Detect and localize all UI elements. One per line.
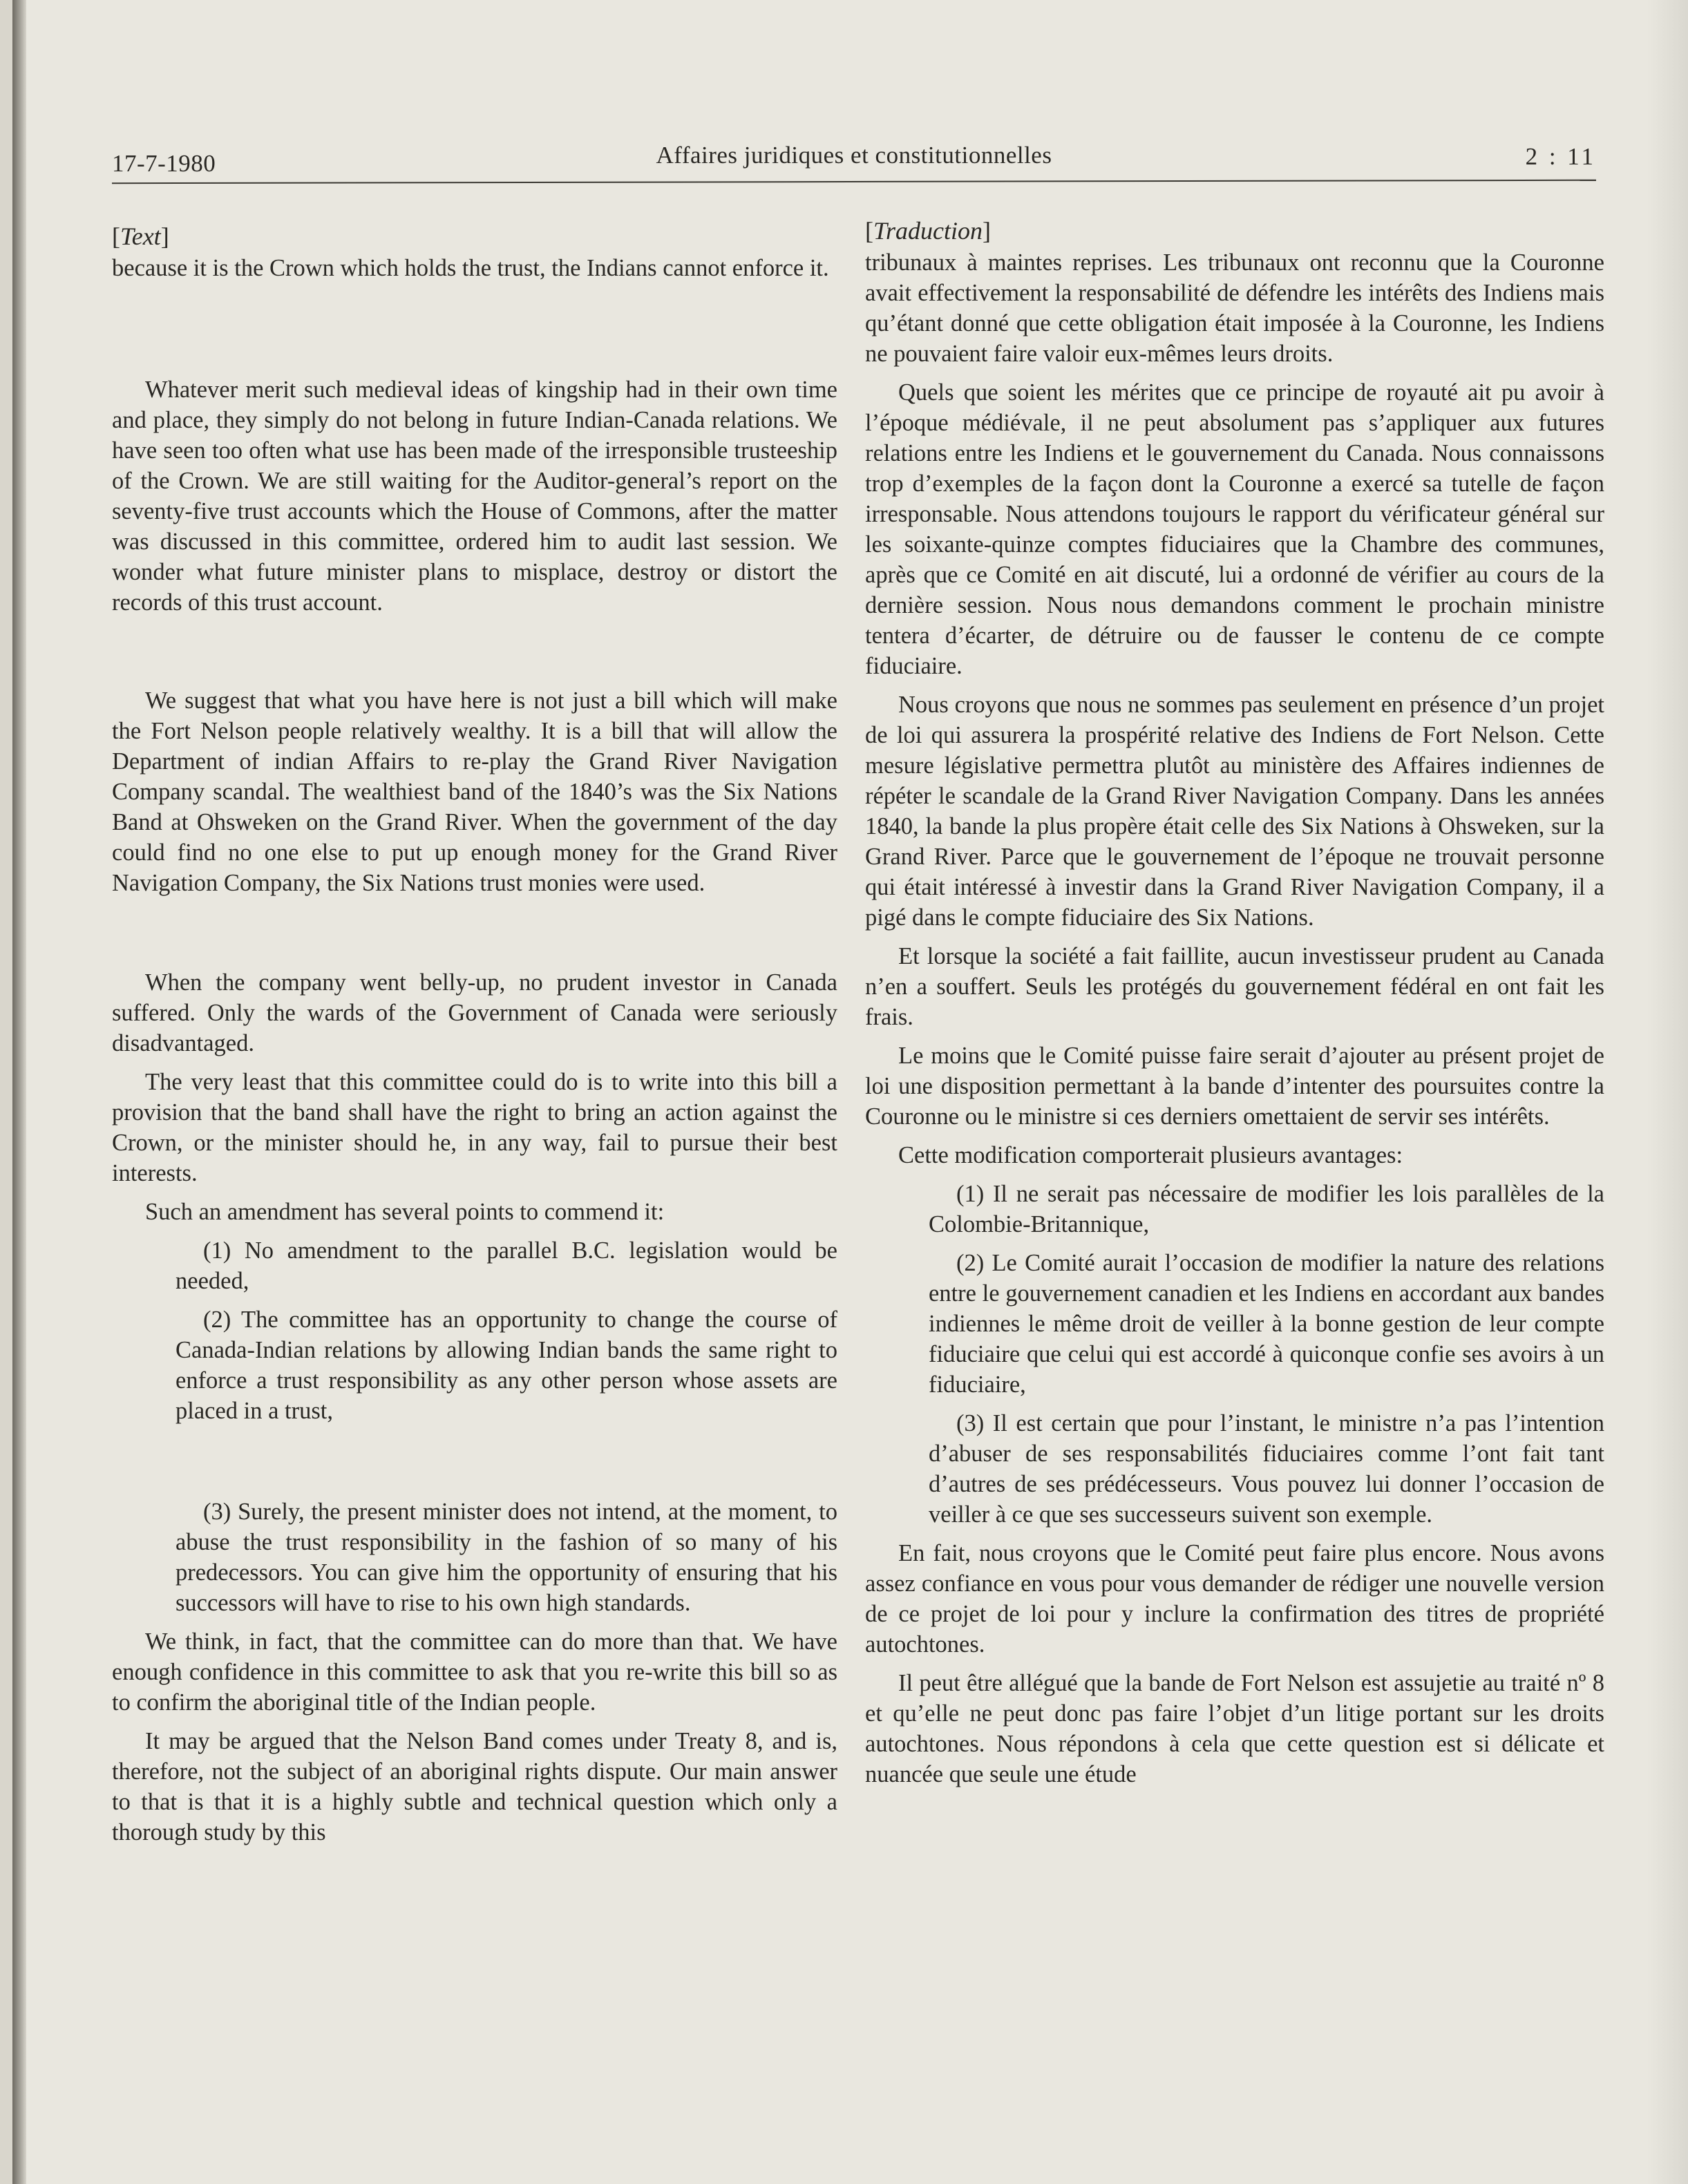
paragraph: Such an amendment has several points to commend it: <box>145 1199 665 1225</box>
list-item: (2) The committee has an opportunity to change the course of Canada-Indian relations by allowing Indian bands the same right to enforce a trust responsibility as any other person whose assets are placed in a trust, <box>176 1307 837 1424</box>
paragraph: Il peut être allégué que la bande de Fort Nelson est assujetie au traité nº 8 et qu’elle ne peut donc pas faire l’objet d’un litige portant sur les droits autochtones. Nous répondons à cela que cette question est si délicate et nuancée que seule une étude <box>865 1670 1604 1787</box>
paragraph: We suggest that what you have here is not just a bill which will make the Fort Nelson people relatively wealthy. It is a bill that will allow the Department of indian Affairs to re-play the Grand River Navigation Company scandal. The wealthiest band of the 1840’s was the Six Nations Band at Ohsweken on the Grand River. When the government of the day could find no one else to put up enough money for the Grand River Navigation Company, the Six Nations trust monies were used. <box>112 687 837 896</box>
paragraph: Cette modification comporterait plusieurs avantages: <box>898 1142 1403 1168</box>
paragraph: Quels que soient les mérites que ce principe de royauté ait pu avoir à l’époque médiévale, il ne peut absolument pas s’appliquer aux futures relations entre les Indiens et le gouvernement du Canada. Nous connaissons trop d’exemples de la façon dont la Couronne a exercé sa tutelle de façon irresponsable. Nous attendons toujours le rapport du vérificateur général sur les soixante-quinze comptes fiduciaires que la Chambre des communes, après que ce Comité en ait discuté, lui a ordonné de vérifier au cours de la dernière session. Nous nous demandons comment le prochain ministre tentera d’écarter, de détruire ou de fausser le contenu de ce compte fiduciaire. <box>865 379 1604 679</box>
running-header <box>112 142 1596 183</box>
paragraph: Whatever merit such medieval ideas of kingship had in their own time and place, they simply do not belong in future Indian-Canada relations. We have seen too often what use has been made of the irresponsible trusteeship of the Crown. We are still waiting for the Auditor-general’s report on the seventy-five trust accounts which the House of Commons, after the matter was discussed in this committee, ordered him to audit last session. We wonder what future minister plans to misplace, destroy or distort the records of this trust account. <box>112 377 837 616</box>
paragraph: When the company went belly-up, no prudent investor in Canada suffered. Only the wards of the Government of Canada were seriously disadvantaged. <box>112 969 837 1056</box>
list-item: (1) No amendment to the parallel B.C. legislation would be needed, <box>176 1237 837 1294</box>
paragraph: It may be argued that the Nelson Band comes under Treaty 8, and is, therefore, not the subject of an aboriginal rights dispute. Our main answer to that is that it is a highly subtle and technical question which only a thorough study by this <box>112 1728 837 1845</box>
paragraph: Nous croyons que nous ne sommes pas seulement en présence d’un projet de loi qui assurera la prospérité relative des Indiens de Fort Nelson. Cette mesure législative permettra plutôt au ministère des Affaires indiennes de répéter le scandale de la Grand River Navigation Company. Dans les années 1840, la bande la plus propère était celle des Six Nations à Ohsweken, sur la Grand River. Parce que le gouvernement de l’époque ne trouvait personne qui était intéressé à investir dans la Grand River Navigation Company, il a pigé dans le compte fiduciaire des Six Nations. <box>865 692 1604 931</box>
list-item: (3) Il est certain que pour l’instant, le ministre n’a pas l’intention d’abuser de ses responsabilités fiduciaires comme l’ont fait tant d’autres de ses prédécesseurs. Vous pouvez lui donner l’occasion de veiller à ce que ses successeurs suivent son exemple. <box>929 1410 1604 1528</box>
english-column <box>112 221 837 1848</box>
page-binding-edge <box>12 0 26 2184</box>
column-label-traduction: [Traduction] <box>865 217 992 245</box>
paragraph: Le moins que le Comité puisse faire serait d’ajouter au présent projet de loi une disposition permettant à la bande d’intenter des poursuites contre la Couronne ou le ministre si ces derniers omettaient de servir ses intérêts. <box>865 1043 1604 1130</box>
paragraph: because it is the Crown which holds the trust, the Indians cannot enforce it. <box>112 255 829 281</box>
paragraph: tribunaux à maintes reprises. Les tribunaux ont reconnu que la Couronne avait effectivement la responsabilité de défendre les intérêts des Indiens mais qu’étant donné que cette obligation était imposée à la Couronne, les Indiens ne pouvaient faire valoir eux-mêmes leurs droits. <box>865 249 1604 367</box>
paragraph: We think, in fact, that the committee can do more than that. We have enough confidence in this committee to ask that you re-write this bill so as to confirm the aboriginal title of the Indian people. <box>112 1628 837 1716</box>
list-item: (3) Surely, the present minister does not intend, at the moment, to abuse the trust responsibility in the fashion of so many of his predecessors. You can give him the opportunity of ensuring that his successors will have to rise to his own high standards. <box>176 1499 837 1616</box>
header-title: Affaires juridiques et constitutionnelles <box>656 142 1052 169</box>
column-label-text: [Text] <box>112 222 169 250</box>
list-item: (1) Il ne serait pas nécessaire de modifier les lois parallèles de la Colombie-Britannique, <box>929 1181 1604 1237</box>
page-edge-shadow <box>1647 0 1688 2184</box>
paragraph: The very least that this committee could do is to write into this bill a provision that the band shall have the right to bring an action against the Crown, or the minister should he, in any way, fail to pursue their best interests. <box>112 1069 837 1186</box>
list-item: (2) Le Comité aurait l’occasion de modifier la nature des relations entre le gouvernement canadien et les Indiens en accordant aux bandes indiennes le même droit de veiller à la bonne gestion de leur compte fiduciaire que celui qui est accordé à quiconque confie ses avoirs à un fiduciaire, <box>929 1250 1604 1398</box>
paragraph: En fait, nous croyons que le Comité peut faire plus encore. Nous avons assez confiance en vous pour vous demander de rédiger une nouvelle version de ce projet de loi pour y inclure la confirmation des titres de propriété autochtones. <box>865 1540 1604 1658</box>
french-column <box>865 216 1604 1789</box>
header-date: 17-7-1980 <box>112 150 216 177</box>
header-page-number: 2 : 11 <box>1525 143 1596 170</box>
paragraph: Et lorsque la société a fait faillite, aucun investisseur prudent au Canada n’en a souffert. Seuls les protégés du gouvernement fédéral en ont fait les frais. <box>865 943 1604 1030</box>
